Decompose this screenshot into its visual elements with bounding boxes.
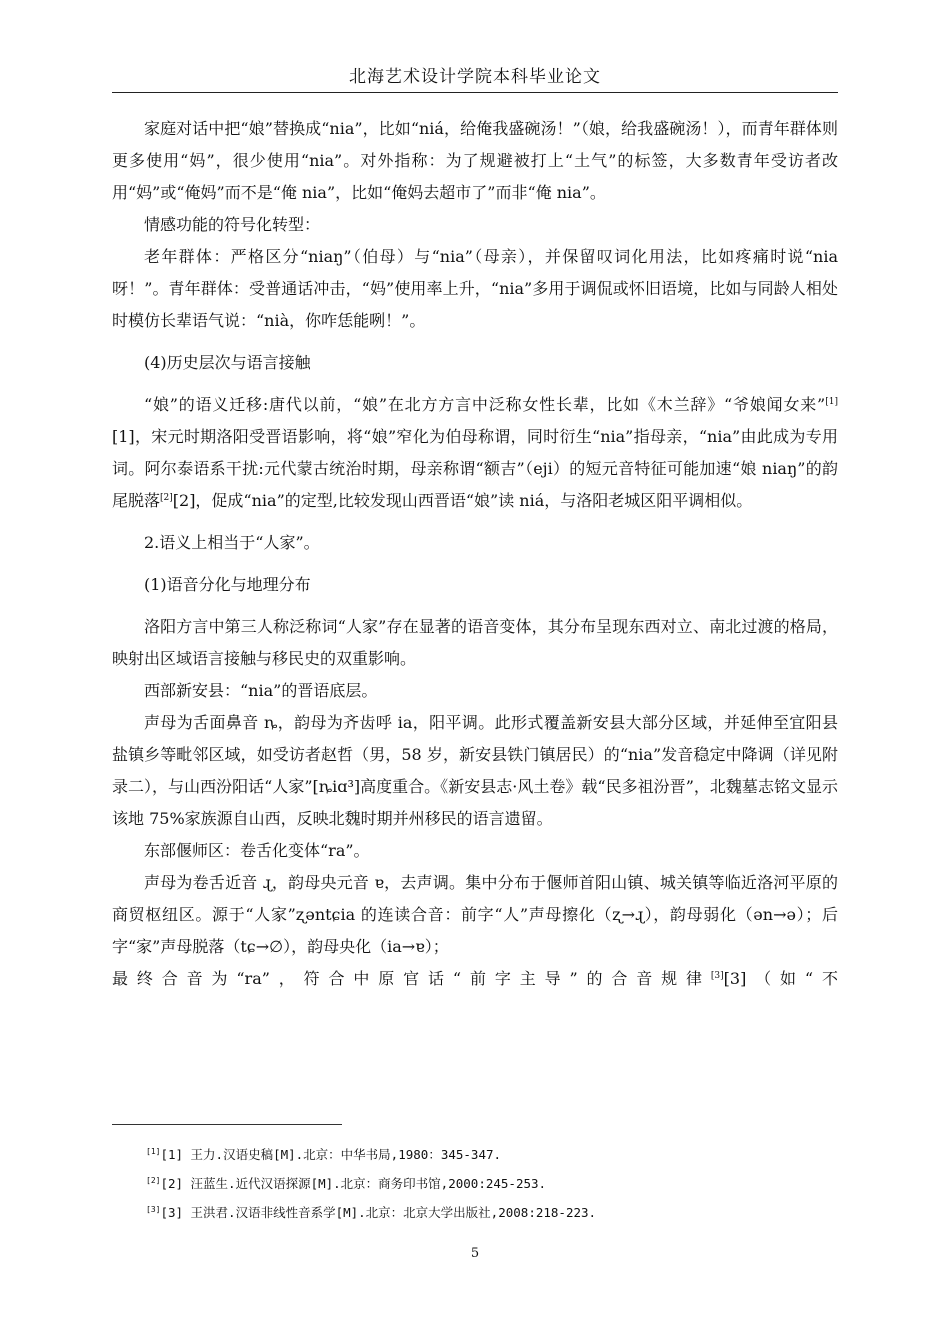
footnote-mark: [2] [146, 1176, 161, 1185]
paragraph-family-dialogue: 家庭对话中把“娘”替换成“nia”，比如“niá，给俺我盛碗汤！”（娘，给我盛碗汤！），而青年群体则更多使用“妈”，很少使用“nia”。对外指称：为了规避被打上“土气”的标签，大多数青年受访者改用“妈”或“俺妈”而不是“俺 nia”，比如“俺妈去超市了”而非“俺 nia”。 [112, 119, 838, 202]
page-number: 5 [470, 1246, 480, 1261]
paragraph-age-groups: 老年群体：严格区分“niaŋ”（伯母）与“nia”（母亲），并保留叹词化用法，比如疼痛时说“nia 呀！”。青年群体：受普通话冲击，“妈”使用率上升，“nia”多用于调侃或怀旧语境，比如与同龄人相处时模仿长辈语气说：“nià，你咋恁能咧！”。 [112, 247, 838, 330]
merger-text-b: [3]（如“不 [723, 969, 838, 988]
paragraph-emotional-function: 情感功能的符号化转型： [144, 215, 321, 234]
paragraph-west-xinan: 西部新安县：“nia”的晋语底层。 [144, 681, 378, 700]
footnote-text: [2] 汪蓝生.近代汉语探源[M].北京：商务印书馆,2000:245-253. [160, 1176, 547, 1191]
semantic-shift-text-b: [1]，宋元时期洛阳受晋语影响，将“娘”窄化为伯母称谓，同时衍生“nia”指母亲，“nia”由此成为专用词。阿尔泰语系干扰:元代蒙古统治时期，母亲称谓“额吉”（eji）的短元音特征可能加速“娘 niaŋ”的韵尾脱落 [112, 427, 838, 510]
paragraph-east-yanshi: 东部偃师区：卷舌化变体“ra”。 [144, 841, 370, 860]
section-heading-history: (4)历史层次与语言接触 [144, 353, 311, 372]
paragraph-semantic-shift [112, 389, 838, 517]
main-body [112, 113, 838, 995]
footnote-ref-1[interactable]: [1] [825, 397, 838, 407]
footnote-item [146, 1169, 836, 1198]
footnote-ref-2[interactable]: [2] [160, 493, 173, 503]
footnote-mark: [3] [146, 1205, 161, 1214]
footnote-divider [112, 1124, 342, 1125]
semantic-shift-text-c: [2]，促成“nia”的定型,比较发现山西晋语“娘”读 niá，与洛阳老城区阳平调相似。 [172, 491, 753, 510]
semantic-shift-text-a: “娘”的语义迁移:唐代以前，“娘”在北方方言中泛称女性长辈，比如《木兰辞》“爷娘闻女来” [144, 395, 826, 414]
section-heading-renjia: 2.语义上相当于“人家”。 [144, 533, 320, 552]
paragraph-xinan-detail: 声母为舌面鼻音 ȵ，韵母为齐齿呼 ia，阳平调。此形式覆盖新安县大部分区域，并延伸至宜阳县盐镇乡等毗邻区域，如受访者赵哲（男，58 岁，新安县铁门镇居民）的“nia”发音稳定中降调（详见附录二），与山西汾阳话“人家”[ȵiɑ³]高度重合。《新安县志·风土卷》载“民多祖汾晋”，北魏墓志铭文显示该地 75%家族源自山西，反映北魏时期并州移民的语言遗留。 [112, 713, 838, 828]
footnote-text: [3] 王洪君.汉语非线性音系学[M].北京：北京大学出版社,2008:218-223. [160, 1205, 597, 1220]
footnote-text: [1] 王力.汉语史稿[M].北京：中华书局,1980：345-347. [160, 1147, 502, 1162]
footnote-ref-3[interactable]: [3] [710, 971, 724, 981]
paragraph-phonetic-variation: 洛阳方言中第三人称泛称词“人家”存在显著的语音变体，其分布呈现东西对立、南北过渡的格局，映射出区域语言接触与移民史的双重影响。 [112, 617, 838, 668]
header-divider [112, 92, 838, 93]
footnote-item [146, 1140, 836, 1169]
subsection-heading-phonetic: (1)语音分化与地理分布 [144, 575, 311, 594]
paragraph-yanshi-detail: 声母为卷舌近音 ɻ，韵母央元音 ɐ，去声调。集中分布于偃师首阳山镇、城关镇等临近洛河平原的商贸枢纽区。源于“人家”ʐəntɕia 的连读合音：前字“人”声母擦化（ʐ→ɻ），韵母弱化（ən→ə）；后字“家”声母脱落（tɕ→∅），韵母央化（ia→ɐ）； [112, 873, 838, 956]
footnote-mark: [1] [146, 1147, 161, 1156]
footnote-item [146, 1198, 836, 1227]
merger-text-a: 最终合音为“ra”，符合中原官话“前字主导”的合音规律 [112, 969, 711, 988]
page-header-title: 北海艺术设计学院本科毕业论文 [349, 67, 601, 87]
footnotes [146, 1140, 836, 1227]
paragraph-merger-rule [112, 963, 838, 995]
